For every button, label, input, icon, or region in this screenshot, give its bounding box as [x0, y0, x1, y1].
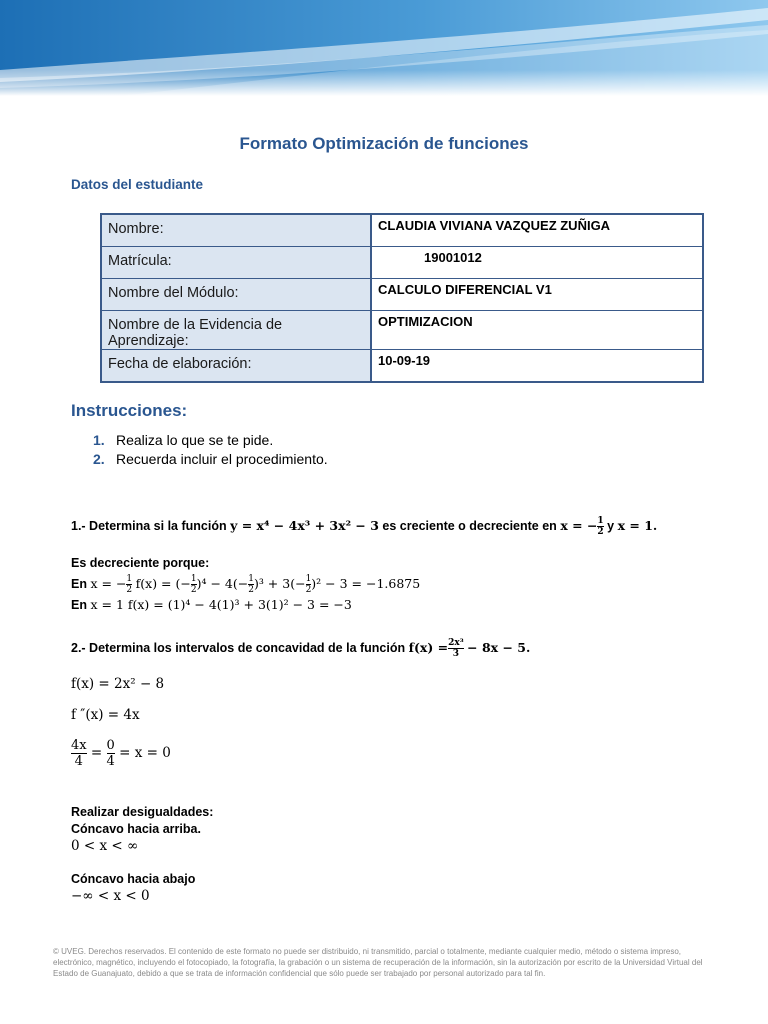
exercise-2-statement [71, 638, 530, 659]
page-title: Formato Optimización de funciones [239, 134, 529, 153]
fraction [126, 574, 132, 595]
math-expr: x = 1 f(x) = (1)⁴ − 4(1)³ + 3(1)² − 3 = −3 [90, 597, 352, 612]
numerator: 1 [305, 574, 312, 584]
numerator: 1 [597, 516, 604, 526]
row-label: Matrícula: [101, 247, 371, 279]
concave-up-label: Cóncavo hacia arriba. [71, 822, 201, 836]
header-banner [0, 0, 768, 96]
instructions-title: Instrucciones: [71, 401, 188, 420]
row-value: 10-09-19 [371, 350, 703, 383]
inequalities-title: Realizar desigualdades: [71, 805, 214, 819]
exercise-1-middle: es creciente o decreciente en [382, 518, 557, 533]
fraction [107, 738, 115, 769]
exercise-1-point1: x = − [560, 517, 598, 533]
student-info-table [100, 213, 704, 383]
row-value: CALCULO DIFERENCIAL V1 [371, 279, 703, 311]
instructions-list [93, 432, 328, 470]
table-row [101, 311, 703, 350]
exercise-1-line2 [71, 597, 352, 612]
row-label: Nombre: [101, 214, 371, 247]
list-item [93, 432, 328, 451]
fraction [448, 638, 464, 659]
item-number: 1. [93, 432, 105, 448]
exercise-1-statement [71, 516, 657, 537]
row-label: Nombre de la Evidencia de Aprendizaje: [101, 311, 371, 350]
step-1: f(x) = 2x² − 8 [71, 676, 165, 692]
numerator: 1 [248, 574, 254, 584]
table-row [101, 214, 703, 247]
table-row [101, 279, 703, 311]
numerator: 1 [190, 574, 197, 584]
row-label: Fecha de elaboración: [101, 350, 371, 383]
concave-down-label: Cóncavo hacia abajo [71, 872, 196, 886]
numerator: 2x³ [448, 638, 464, 648]
list-item [93, 451, 328, 470]
row-value: CLAUDIA VIVIANA VAZQUEZ ZUÑIGA [371, 214, 703, 247]
numerator: 1 [126, 574, 133, 584]
math-expr: = x = 0 [119, 745, 171, 761]
table-row [101, 247, 703, 279]
step-3: $\frac{4x}{4}$ = $\frac{0}{4}$ = x = 0 [71, 738, 171, 769]
exercise-1-line1 [71, 574, 420, 595]
numerator: 0 [106, 738, 115, 753]
math-expr: f(x) = (− [135, 575, 191, 591]
item-text: Realiza lo que se te pide. [116, 432, 274, 448]
student-section-title: Datos del estudiante [71, 177, 204, 192]
item-text: Recuerda incluir el procedimiento. [116, 451, 328, 467]
line-prefix: En [71, 576, 87, 591]
copyright-footer: © UVEG. Derechos reservados. El contenido de este formato no puede ser distribuido, ni transmitido, parcial o totalmente, mediante cualquier medio, método o sistema impreso, electrónico, magnético, incluyendo el fotocopiado, la fotografía, la grabación o un sistema de recuperación de la información, sin la autorización por escrito de la Universidad Virtual del Estado de Guanajuato, debido a que se trata de información confidencial que sólo puede ser trabajado por personal autorizado para tal fin. [53, 947, 703, 978]
math-expr: )³ + 3(− [253, 575, 306, 591]
concave-up-expr: 0 < x < ∞ [71, 838, 139, 854]
row-value: 19001012 [371, 247, 703, 279]
exercise-1-prefix: 1.- Determina si la función [71, 518, 227, 533]
fraction [71, 738, 87, 769]
denominator: 2 [305, 585, 312, 595]
table-row [101, 350, 703, 383]
math-expr: f(x) = [408, 639, 449, 655]
exercise-1-answer: Es decreciente porque: [71, 556, 210, 570]
exercise-2-prefix: 2.- Determina los intervalos de concavidad de la función [71, 640, 406, 655]
denominator: 4 [106, 754, 115, 769]
math-expr: )⁴ − 4(− [196, 575, 249, 591]
concave-down-expr: −∞ < x < 0 [71, 888, 150, 904]
denominator: 2 [597, 527, 604, 537]
line-prefix: En [71, 598, 87, 612]
item-number: 2. [93, 451, 105, 467]
connector: y [607, 518, 615, 533]
row-value: OPTIMIZACION [371, 311, 703, 350]
numerator: 4x [71, 738, 87, 753]
math-expr: x = − [90, 575, 127, 591]
math-expr: )² − 3 = −1.6875 [311, 575, 421, 591]
denominator: 2 [126, 585, 133, 595]
exercise-1-function: y = x⁴ − 4x³ + 3x² − 3 [230, 517, 379, 533]
math-expr: − 8x − 5. [467, 639, 531, 655]
denominator: 4 [74, 754, 83, 769]
denominator: 3 [452, 649, 460, 659]
fraction [597, 516, 603, 537]
exercise-1-point2: x = 1. [617, 517, 658, 533]
denominator: 2 [190, 585, 197, 595]
step-2: f ″(x) = 4x [71, 707, 140, 723]
row-label: Nombre del Módulo: [101, 279, 371, 311]
denominator: 2 [248, 585, 254, 595]
